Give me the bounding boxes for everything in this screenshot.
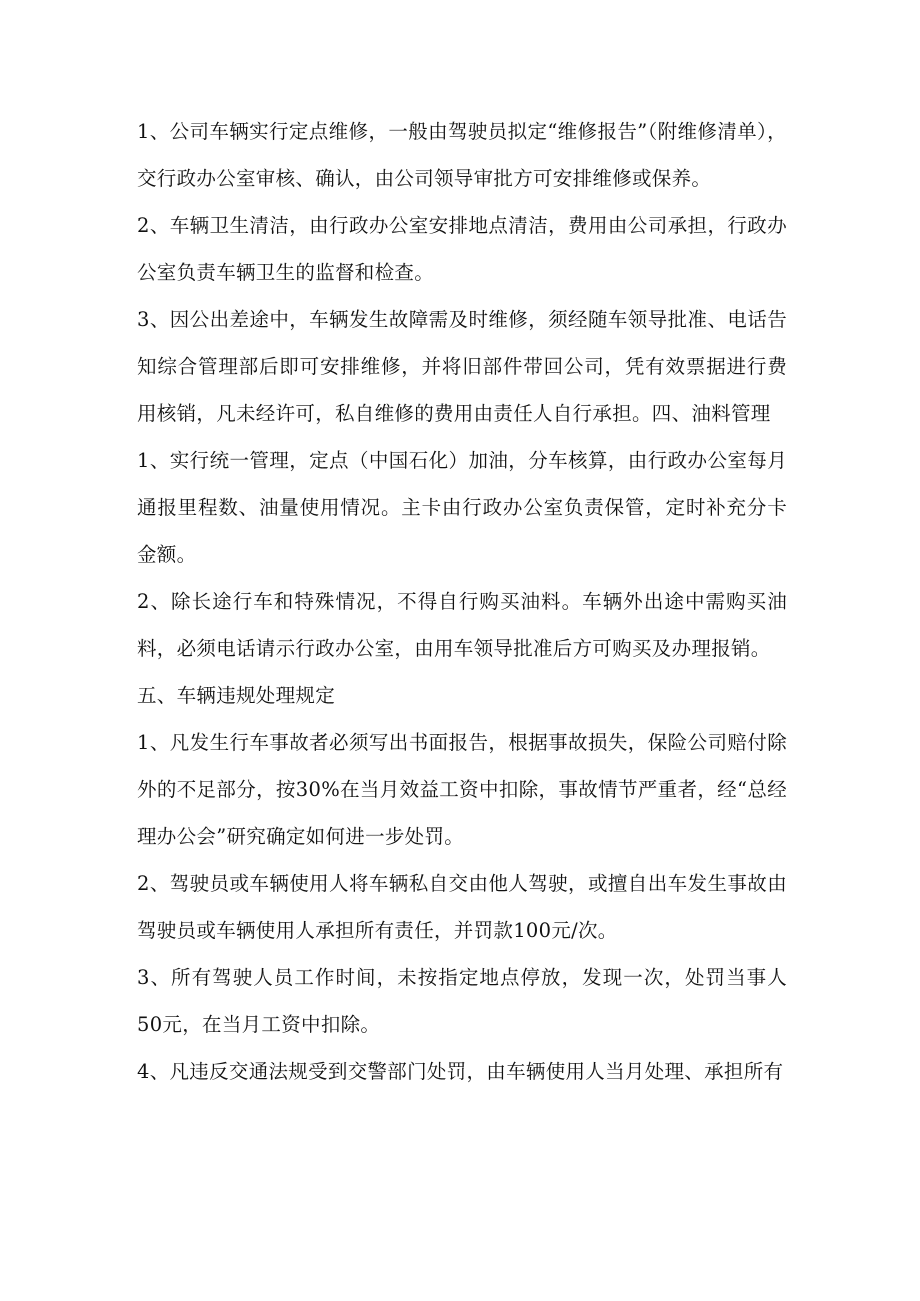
paragraph-unauthorized-driver: 2、驾驶员或车辆使用人将车辆私自交由他人驾驶，或擅自出车发生事故由驾驶员或车辆使用人承担所有责任，并罚款100元/次。 xyxy=(137,872,787,942)
paragraph-fuel-purchase: 2、除长途行车和特殊情况，不得自行购买油料。车辆外出途中需购买油料，必须电话请示行政办公室，由用车领导批准后方可购买及办理报销。 xyxy=(137,590,787,660)
paragraph-cleaning-policy: 2、车辆卫生清洁，由行政办公室安排地点清洁，费用由公司承担，行政办公室负责车辆卫生的监督和检查。 xyxy=(137,214,787,284)
paragraph-accident-penalty: 1、凡发生行车事故者必须写出书面报告，根据事故损失，保险公司赔付除外的不足部分，按30%在当月效益工资中扣除，事故情节严重者，经“总经理办公会”研究确定如何进一步处罚。 xyxy=(137,731,787,848)
section-heading-violations: 五、车辆违规处理规定 xyxy=(137,684,336,707)
paragraph-trip-repair-policy: 3、因公出差途中，车辆发生故障需及时维修，须经随车领导批准、电话告知综合管理部后即可安排维修，并将旧部件带回公司，凭有效票据进行费用核销，凡未经许可，私自维修的费用由责任人自行承担。四、油料管理 xyxy=(137,308,787,425)
document-page xyxy=(137,108,787,1095)
paragraph-fuel-management: 1、实行统一管理，定点（中国石化）加油，分车核算，由行政办公室每月通报里程数、油量使用情况。主卡由行政办公室负责保管，定时补充分卡金额。 xyxy=(137,449,787,566)
paragraph-repair-policy: 1、公司车辆实行定点维修，一般由驾驶员拟定“维修报告”（附维修清单），交行政办公室审核、确认，由公司领导审批方可安排维修或保养。 xyxy=(137,120,787,190)
paragraph-parking-penalty: 3、所有驾驶人员工作时间，未按指定地点停放，发现一次，处罚当事人50元，在当月工资中扣除。 xyxy=(137,966,787,1036)
paragraph-traffic-violation: 4、凡违反交通法规受到交警部门处罚，由车辆使用人当月处理、承担所有 xyxy=(137,1060,784,1083)
